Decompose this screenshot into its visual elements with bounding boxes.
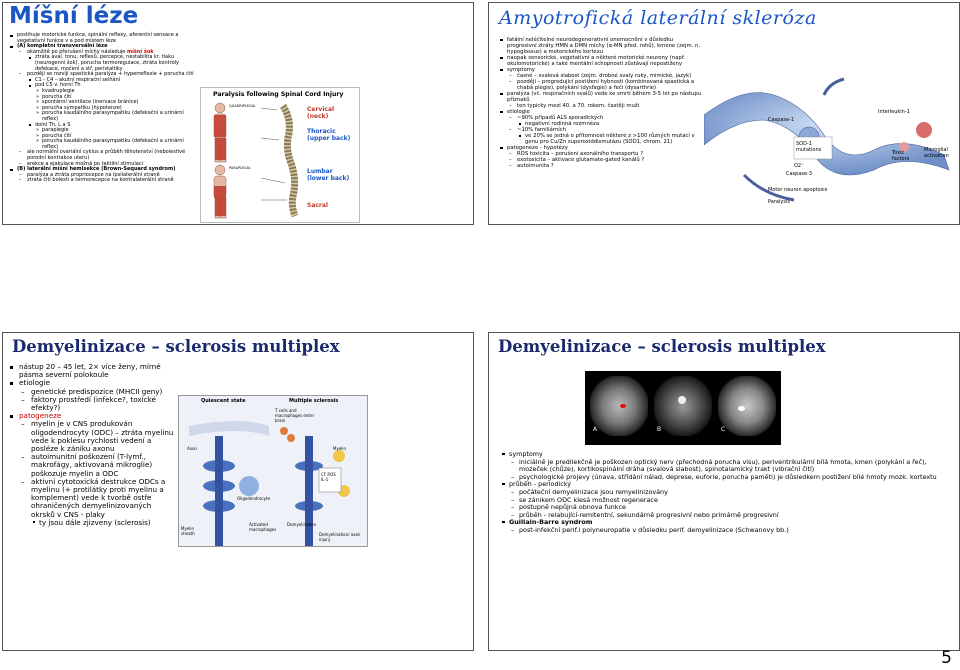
bullet-text: spontánní ventilace (inervace bránice): [42, 99, 139, 106]
bullet-text: (B) laterální míšní hemisekce (Brown-Sequard syndrom): [17, 166, 176, 173]
slide-ms-1: [2, 332, 474, 651]
bullet-text: naopak sensorické, vegetativní a některé motorické neurony (např. okulomotorické) a také mentální schopnosti zůstávají nepostiženy: [507, 55, 686, 67]
label-cf-ros: CF ROS IL-1: [321, 472, 336, 482]
bullet-text: ztráta aval. tonu, reflexů, percepce, nestabilita kr. tlaku (neurogenní šok), porucha termoregulace, ztráta kontroly defekace, močení a stř. peristaltiky: [35, 54, 179, 72]
highlighted-term: míšní šok: [126, 48, 154, 55]
label-oligodendrocyte: Oligodendrocyte: [237, 496, 271, 501]
bullet-text: symptomy: [507, 67, 536, 73]
label-ms: Multiple sclerosis: [289, 398, 339, 404]
slide-title: Demyelinizace – sclerosis multiplex: [12, 337, 340, 356]
label-paralysis: Paralysis: [768, 199, 790, 205]
bullet-text: kvadruplegie: [42, 87, 75, 94]
bullet-text: ROS toxicita – porušení axonálního transportu ?: [517, 151, 644, 157]
label-axon: Axon: [187, 446, 197, 451]
region-sacral: Sacral: [307, 202, 328, 209]
neuron-illustration: [704, 75, 956, 210]
bullet-text: porucha čití: [42, 93, 72, 100]
bullet-text: pod C5 v. horní Th: [35, 82, 81, 89]
label-interleukin: Interleukin-1: [878, 109, 910, 115]
label-caspase1: Caspase-1: [768, 117, 795, 123]
bullet-text: myelin je v CNS produkován oligodendrocyty (ODC) – ztráta myelinu vede k poklesu rychlosti vedení a posléze k zániku axonu: [31, 419, 174, 454]
bullet-text: se zánikem ODC klesá možnost regenerace: [519, 495, 658, 504]
bullet-item-level-2: [9, 396, 175, 412]
bullet-item-level-2: [9, 420, 175, 453]
bullet-item-level-2: [501, 459, 946, 474]
bullet-text: ty jsou dále zjizveny (sclerosis): [39, 517, 151, 527]
bullet-text: psychologické projevy (únava, střídání nálad, deprese, euforie, porucha paměti) je důsledkem postižení bílé hmoty mozk. kortextu: [519, 472, 937, 481]
mri-label-a: A: [593, 426, 598, 433]
bullet-text: ztráta čití bolesti a termorecepce na kontralaterální straně: [27, 177, 174, 184]
region-lumbar: Lumbar (lower back): [307, 168, 350, 182]
bullet-text: ~90% případů ALS sporadických: [517, 115, 604, 121]
slide-ms-2: [488, 332, 960, 651]
bullet-text: symptomy: [509, 450, 543, 458]
caption-quadriplegia: QUADRIPLEGIA: [229, 104, 256, 108]
bullet-text: erekce a ejakulace možná po taktilní stimulaci: [27, 160, 143, 167]
bullet-item-level-2: [9, 453, 175, 478]
mri-scan-a: [590, 376, 648, 436]
bullet-item-level-2: [9, 178, 201, 184]
mri-label-c: C: [721, 426, 726, 433]
label-microglial: Microglial activation: [924, 147, 949, 159]
figure-title: Paralysis following Spinal Cord Injury: [213, 91, 344, 98]
spinal-cord-injury-figure: [200, 87, 360, 223]
label-myelin: Myelin: [333, 446, 347, 451]
label-caspase3: Caspase-3: [786, 171, 813, 177]
bullet-item-level-3: [499, 133, 704, 145]
mri-label-b: B: [657, 426, 662, 433]
bullet-list: [9, 33, 201, 184]
caption-paraplegia: PARAPLEGIA: [229, 166, 251, 170]
bullet-text: nástup 20 – 45 let, 2× více ženy, mírné pásma severní polokoule: [19, 362, 161, 380]
mri-panel: [585, 371, 781, 445]
bullet-text: postihuje motorické funkce, spinální reflexy, aferentní sensace a vegetativní funkce v a pod místem léze: [17, 32, 179, 44]
bullet-text: postupně nepůjná obnova funkce: [519, 503, 626, 512]
bullet-text: ~10% familiárních: [517, 127, 567, 133]
bullet-text: faktory prostředí (infekce?, toxické efekty?): [31, 394, 156, 413]
bullet-text: později – progredující postižení hybnosti (kombinovaná spastická a chabá plegie), polykání (dysfagie) a řeči (dysarthrie): [517, 79, 695, 91]
bullet-text: patogeneze: [19, 411, 62, 421]
bullet-text: porucha kaudálního parasympatiku (defekační a urinární reflex): [42, 138, 184, 150]
bullet-text: průběh - relabující-remitentní, sekundárně progresivní nebo primárně progresivní: [519, 510, 779, 519]
bullet-item-level-1: [499, 91, 704, 103]
bullet-text: (A) kompletní transversální léze: [17, 43, 108, 50]
label-o2: O2⁻: [794, 163, 804, 169]
bullet-item-level-3: [9, 55, 201, 72]
bullet-text: průběh - periodický: [509, 480, 572, 489]
page-number: 5: [941, 648, 952, 668]
bullet-text: dolní Th, L a S: [35, 121, 71, 128]
label-quiescent: Quiescent state: [201, 398, 246, 404]
mri-scan-b: [654, 376, 712, 436]
bullet-text: ve 20% se jedná o přítomnost některé z >100 různých mutací v genu pro Cu/Zn superoxiddismutázu (SOD1, chrom. 21): [525, 133, 695, 145]
label-tcells: T cells and macrophages enter brain: [275, 408, 315, 423]
bullet-text: fatální neléčitelné neurodegenerativní onemocnění v důsledku progresivní ztráty HMN a DMN míchy (α-MN před. rohů), kmene (zejm. n. hypoglossus) a motorického kortexu: [507, 37, 701, 55]
bullet-text: časné – svalová slabost (zejm. drobné svaly ruky, mimické, jazyk): [517, 73, 692, 79]
bullet-text: okamžitě po přerušení míchy následuje: [27, 48, 127, 55]
bullet-text: paralýza (vč. respiračních svalů) vede ke smrti během 3-5 let po nástupu příznaků: [507, 91, 702, 103]
region-thoracic: Thoracic (upper back): [307, 128, 351, 142]
bullet-text: ale normální ovariální cyklus a průběh těhotenství (nebolestivé porodní kontrakce uteru): [27, 149, 186, 162]
label-activated-macrophages: Activated macrophages: [249, 522, 277, 532]
als-pathogenesis-figure: [704, 75, 956, 210]
bullet-item-level-1: [499, 55, 704, 67]
slide-als: [488, 2, 960, 225]
slide-title: Demyelinizace – sclerosis multiplex: [498, 337, 826, 356]
bullet-text: ten typicky mezi 40. a 70. rokem, častěji muži: [517, 103, 640, 109]
bullet-text: genetické predispozice (MHCII geny): [31, 386, 163, 396]
bullet-text: paralýza a ztráta propriocepce na ipsilaterální straně: [27, 171, 160, 178]
bullet-text: post-infekční perif.l polyneuropatie v důsledku perif. demyelinizace (Schwanovy bb.): [519, 525, 789, 534]
bullet-text: později se rozvíjí spastická paralýza + hyperreflexie + porucha čití: [27, 71, 194, 78]
slide-title: Míšní léze: [9, 3, 139, 29]
bullet-text: porucha čití: [42, 132, 72, 139]
bullet-text: paraplegie: [42, 127, 69, 134]
bullet-text: počáteční demyelinizace jsou remyelinizovány: [519, 487, 668, 496]
bullet-list: [499, 37, 704, 169]
slide-title: Amyotrofická laterální skleróza: [499, 7, 817, 29]
label-demyelination: Demyelination: [287, 522, 317, 527]
bullet-text: patogeneze - hypotézy: [507, 145, 568, 151]
slide-spinal-lesions: [2, 2, 474, 225]
bullet-text: porucha sympatiku (hypotenze): [42, 104, 122, 111]
bullet-item-level-2: [499, 79, 704, 91]
bullet-item-level-2: [9, 478, 175, 519]
bullet-list: [501, 451, 946, 535]
bullet-item-level-1: [9, 363, 175, 379]
bullet-item-level-2: [501, 527, 946, 535]
label-axon-injury: Demyelination/ axon injury: [319, 532, 361, 542]
label-apoptosis: Motor neuron apoptosis: [768, 187, 828, 193]
bullet-text: porucha kaudálního parasympatiku (defekační a urinární reflex): [42, 110, 184, 122]
mri-scan-c: [718, 376, 776, 436]
bullet-text: etiologie: [19, 378, 51, 388]
bullet-text: C1 - C4 – akutní respirační selhání: [35, 76, 121, 83]
bullet-text: iniciálně je predilekčně je poškozen optický nerv (přechodná porucha visu), periventrikulární bílá hmota, kmen (polykání a řeč), mozeček (chůze), kortikospinální dráha (svalová slabost), spinotalamický trakt (vibrační čití): [519, 457, 927, 474]
bullet-text: negativní rodinná rozmnéza: [525, 121, 600, 127]
bullet-item-level-1: [499, 37, 704, 55]
label-toxic-factors: Toxic factors: [892, 150, 910, 162]
ms-mechanism-figure: [178, 395, 368, 547]
bullet-text: etiologie: [507, 109, 530, 115]
bullet-text: aktivní cytotoxická destrukce ODCs a myelinu (+ protilátky proti myelinu a komplement) vede k tvorbě ostře ohraničených demyelinizovaných okrsků v CNS - plaky: [31, 476, 166, 519]
bullet-text: autoimunita ?: [517, 163, 554, 169]
bullet-list: [9, 363, 175, 527]
bullet-item-level-3: [9, 519, 175, 527]
bullet-text: autoimunitní poškození (T-lymf., makrofágy, aktivovaná mikroglie) poškozuje myelin a ODC: [31, 452, 153, 478]
region-cervical: Cervical (neck): [307, 106, 335, 120]
bullet-text: exotoxicita – aktivace glutamate-gated kanálů ?: [517, 157, 645, 163]
bullet-item-level-2: [499, 163, 704, 169]
label-myelin-sheath: Myelin sheath: [181, 526, 195, 536]
bullet-text: Guillain-Barre syndrom: [509, 518, 593, 527]
label-sod1: SOD-1 mutations: [796, 141, 822, 153]
